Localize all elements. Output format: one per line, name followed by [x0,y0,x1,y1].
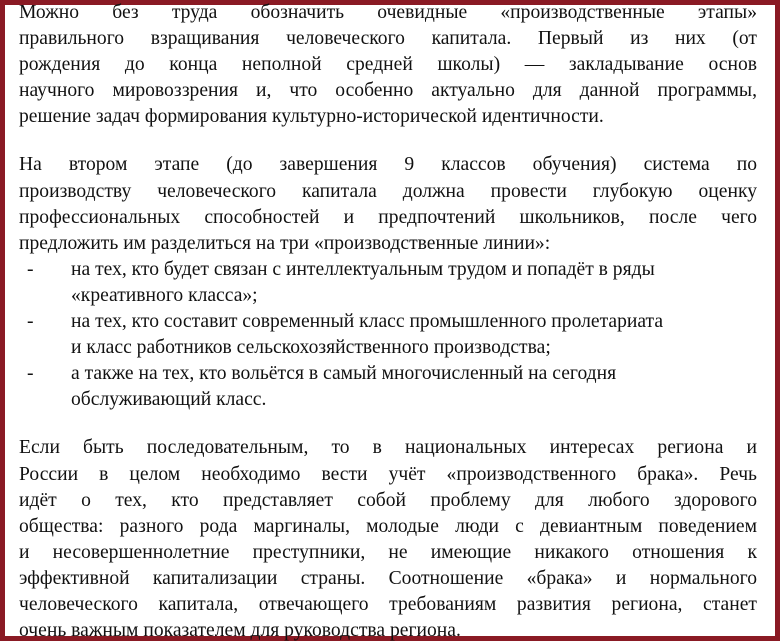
text-line: эффективной капитализации страны. Соотношение «брака» и нормального [19,567,757,589]
text-line: идёт о тех, кто представляет собой проблему для любого здорового [19,489,757,511]
list-item [19,257,757,309]
text-line: профессиональных способностей и предпочтений школьников, после чего [19,206,757,228]
text-line: на тех, кто будет связан с интеллектуальным трудом и попадёт в ряды [71,258,655,280]
text-line: общества: разного рода маргиналы, молодые люди с девиантным поведением [19,515,757,537]
text-line: Если быть последовательным, то в национальных интересах региона и [19,437,757,459]
text-line: очень важным показателем для руководства региона. [19,620,461,642]
text-line: производству человеческого капитала должна провести глубокую оценку [19,180,757,202]
text-line: России в целом необходимо вести учёт «производственного брака». Речь [19,463,757,485]
list-item [19,361,757,413]
text-line: «креативного класса»; [71,284,258,306]
production-lines-list [19,257,757,414]
text-line: рождения до конца неполной средней школы) — закладывание основ [19,54,757,76]
text-line: и несовершеннолетние преступники, не имеющие никакого отношения к [19,541,757,563]
text-line: предложить им разделиться на три «производственные линии»: [19,232,551,254]
paragraph-1 [19,0,757,130]
text-line: Можно без труда обозначить очевидные «производственные этапы» [19,2,757,23]
list-item [19,309,757,361]
text-line: На втором этапе (до завершения 9 классов обучения) система по [19,154,757,176]
document-page [19,0,757,644]
text-line: правильного взращивания человеческого капитала. Первый из них (от [19,28,757,50]
text-line: а также на тех, кто вольётся в самый многочисленный на сегодня [71,363,617,385]
paragraph-2 [19,152,757,256]
text-line: научного мировоззрения и, что особенно актуально для данной программы, [19,80,757,102]
list-bullet: - [27,363,34,385]
text-line: и класс работников сельскохозяйственного производства; [71,337,551,359]
text-line: решение задач формирования культурно-исторической идентичности. [19,106,604,128]
paragraph-spacer [19,413,757,435]
text-line: обслуживающий класс. [71,389,267,411]
text-line: человеческого капитала, отвечающего требованиям развития региона, станет [19,593,757,615]
list-bullet: - [27,311,34,333]
paragraph-spacer [19,130,757,152]
list-bullet: - [27,258,34,280]
text-line: на тех, кто составит современный класс промышленного пролетариата [71,311,664,333]
paragraph-3 [19,435,757,644]
